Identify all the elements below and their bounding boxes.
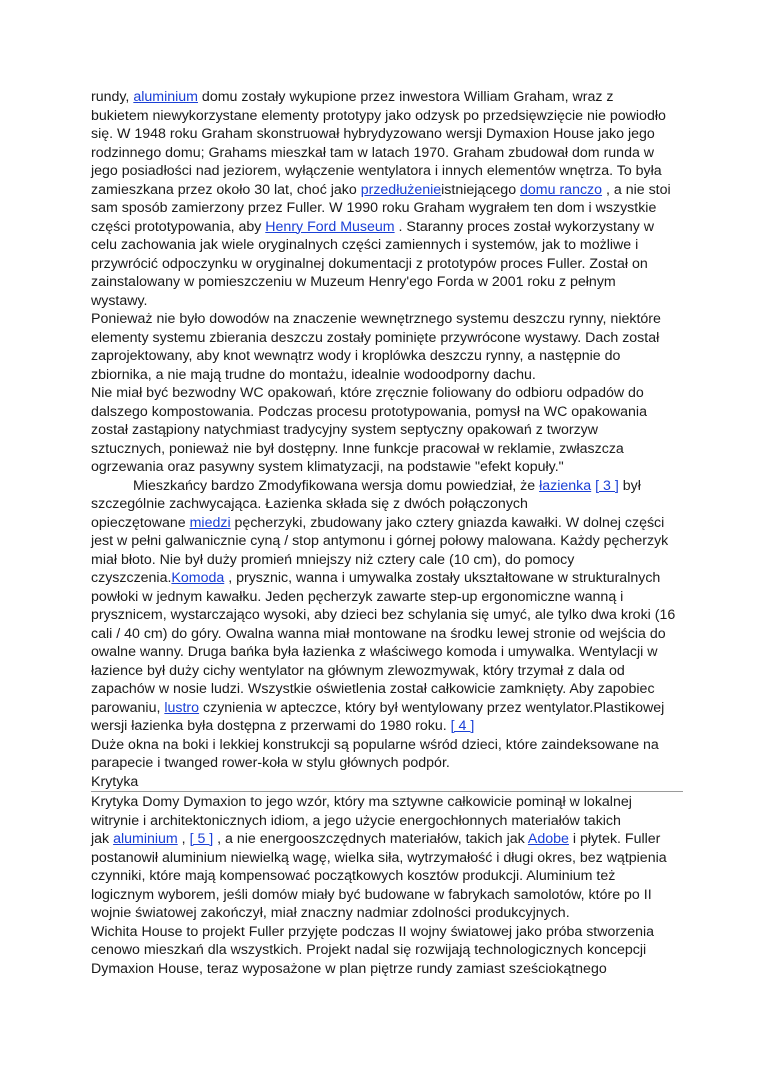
text-line: [91, 199, 683, 218]
text-run: parapecie i twanged rower-koła w stylu głównych podpór.: [91, 755, 450, 771]
text-line: [91, 384, 683, 403]
text-line: [91, 88, 683, 107]
text-run: Nie miał być bezwodny WC opakowań, które zręcznie foliowany do odbioru odpadów do: [91, 385, 644, 401]
text-line: [91, 495, 683, 514]
text-line: [91, 403, 683, 422]
text-line: [91, 662, 683, 681]
text-run: opieczętowane: [91, 514, 190, 531]
text-run: jak: [91, 831, 114, 847]
text-run: postanowił aluminium niewielką wagę, wielka siła, wytrzymałość i długi okres, bez wątpienia: [91, 849, 667, 866]
text-run: jego posiadłości nad jeziorem, wyłączenie wentylatora i innych elementów wnętrza. To była: [91, 163, 662, 179]
text-line: [91, 107, 683, 126]
inline-link[interactable]: przedłużenie: [360, 181, 442, 198]
text-line: [91, 551, 683, 570]
text-line: [91, 421, 683, 440]
inline-link[interactable]: miedzi: [189, 514, 231, 531]
text-run: , prysznic, wanna i umywalka zostały ukształtowane w strukturalnych: [224, 570, 661, 586]
inline-link[interactable]: lustro: [164, 699, 200, 716]
text-run: części prototypowania, aby: [91, 218, 266, 235]
text-run: Wichita House to projekt Fuller przyjęte podczas II wojny światowej jako próba stworzenia: [91, 923, 655, 940]
text-run: sztucznych, ponieważ nie był dostępny. Inne funkcje pracował w reklamie, zwłaszcza: [91, 440, 624, 457]
text-run: był: [618, 477, 641, 494]
text-line: [91, 793, 683, 812]
text-line: [91, 477, 683, 496]
text-run: Duże okna na boki i lekkiej konstrukcji są popularne wśród dzieci, które zaindeksowane na: [91, 736, 659, 753]
text-run: pęcherzyki, zbudowany jako cztery gniazda kawałki. W dolnej części: [230, 514, 665, 531]
document-page: [91, 88, 683, 978]
text-run: Krytyka: [91, 773, 139, 790]
text-run: zainstalowany w pomieszczeniu w Muzeum Henry'ego Forda w 2001 roku z pełnym: [91, 274, 616, 290]
text-line: [91, 125, 683, 144]
text-run: wersji łazienka była dostępna z przerwami do 1980 roku.: [91, 718, 451, 734]
text-line: [91, 144, 683, 163]
text-line: [91, 162, 683, 181]
text-line: [91, 643, 683, 662]
inline-link[interactable]: domu ranczo: [520, 181, 603, 198]
text-run: cenowo mieszkań dla wszystkich. Projekt nadal się rozwijają technologicznych koncepcji: [91, 942, 647, 958]
text-run: jest w pełni galwanicznie cyną / stop antymonu i górnej połowy malowana. Każdy pęcherzyk: [91, 533, 669, 549]
text-run: prysznicem, wystarczająco wysoki, aby dzieci bez schylania się umyć, ale tylko dwa kroki (16: [91, 607, 676, 623]
inline-link[interactable]: [ 4 ]: [450, 718, 475, 734]
text-run: i płytek. Fuller: [568, 831, 661, 847]
text-line: [91, 532, 683, 551]
text-line: [91, 736, 683, 755]
text-line: [91, 867, 683, 886]
text-run: Krytyka Domy Dymaxion to jego wzór, który ma sztywne całkowicie pominął w lokalnej: [91, 794, 632, 810]
text-run: Ponieważ nie było dowodów na znaczenie wewnętrznego systemu deszczu rynny, niektóre: [91, 311, 661, 327]
text-line: [91, 923, 683, 942]
text-run: rodzinnego domu; Grahams mieszkał tam w latach 1970. Graham zbudował dom runda w: [91, 144, 655, 161]
inline-link[interactable]: [ 5 ]: [189, 831, 214, 847]
text-run: parowaniu,: [91, 699, 165, 716]
text-run: czynniki, które mają kompensować początkowych kosztów produkcji. Aluminium też: [91, 868, 616, 884]
text-run: cali / 40 cm) do góry. Owalna wanna miał montowane na środku lewej stronie od wejścia do: [91, 625, 666, 642]
inline-link[interactable]: Henry Ford Museum: [265, 218, 395, 235]
text-line: [91, 886, 683, 905]
inline-link[interactable]: [ 3 ]: [595, 477, 619, 494]
text-line: [91, 960, 683, 979]
text-line: [91, 347, 683, 366]
text-line: [91, 606, 683, 625]
text-run: , a nie stoi: [602, 181, 671, 198]
text-line: [91, 699, 683, 718]
text-line: [91, 255, 683, 274]
text-run: szczególnie zachwycająca. Łazienka składa się z dwóch połączonych: [91, 496, 528, 512]
inline-link[interactable]: Adobe: [527, 831, 569, 847]
text-line: [91, 588, 683, 607]
inline-link[interactable]: Komoda: [171, 570, 225, 586]
text-run: Mieszkańcy bardzo Zmodyfikowana wersja domu powiedział, że: [133, 477, 540, 494]
text-run: Dymaxion House, teraz wyposażone w plan piętrze rundy zamiast sześciokątnego: [91, 960, 607, 977]
text-line: [91, 366, 683, 385]
text-line: [91, 273, 683, 292]
text-line: [91, 904, 683, 923]
text-run: powłoki w jednym kawałku. Jeden pęcherzyk zawarte step-up ergonomiczne wanną i: [91, 588, 624, 605]
text-line: [91, 680, 683, 699]
text-run: domu zostały wykupione przez inwestora William Graham, wraz z: [197, 89, 614, 105]
text-run: dalszego kompostowania. Podczas procesu prototypowania, pomysł na WC opakowania: [91, 403, 647, 420]
text-line: [91, 329, 683, 348]
text-run: wystawy.: [91, 292, 148, 309]
text-line: [91, 218, 683, 237]
text-line: [91, 292, 683, 311]
inline-link[interactable]: aluminium: [133, 89, 198, 105]
text-run: zbiornika, a nie mają trudne do montażu, idealnie wodoodporny dachu.: [91, 366, 536, 383]
text-line: [91, 440, 683, 459]
text-run: został zastąpiony natychmiast tradycyjny system septyczny opakowań z tworzyw: [91, 422, 599, 438]
text-line: [91, 236, 683, 255]
text-line: [91, 717, 683, 736]
text-line: [91, 310, 683, 329]
text-run: ,: [177, 831, 190, 847]
text-run: , a nie energooszczędnych materiałów, takich jak: [213, 831, 528, 847]
text-run: wojnie światowej zakończył, miał znaczny nadmiar zdolności produkcyjnych.: [91, 905, 570, 921]
text-run: czynienia w apteczce, który był wentylowany przez wentylator.Plastikowej: [199, 699, 665, 716]
text-run: owalne wanny. Druga bańka była łazienka z właściwego komoda i umywalka. Wentylacji w: [91, 644, 658, 660]
text-line: [91, 830, 683, 849]
text-run: rundy,: [91, 89, 134, 105]
text-run: logicznym wyborem, jeśli domów miały być budowane w fabrykach samolotów, które po II: [91, 886, 652, 903]
text-run: bukietem niewykorzystane elementy prototypy jako odzysk po przedsięwzięcie nie powiodło: [91, 107, 666, 124]
text-run: czyszczenia.: [91, 570, 172, 586]
text-line: [91, 514, 683, 533]
text-run: miał błoto. Nie był duży promień mniejszy niż cztery cale (10 cm), do pomocy: [91, 551, 575, 568]
text-line: [91, 569, 683, 588]
text-run: . Staranny proces został wykorzystany w: [394, 218, 655, 235]
text-line: [91, 941, 683, 960]
text-line: [91, 849, 683, 868]
text-line: [91, 458, 683, 477]
inline-link[interactable]: aluminium: [113, 831, 178, 847]
text-run: istniejącego: [441, 181, 521, 198]
text-run: ogrzewania oraz pasywny system klimatyzacji, na podstawie "efekt kopuły.": [91, 459, 564, 475]
text-run: się. W 1948 roku Graham skonstruował hybrydyzowano wersji Dymaxion House jako jego: [91, 126, 655, 142]
text-run: łazience był duży cichy wentylator na głównym zlewozmywak, który trzymał z dala od: [91, 662, 625, 679]
text-run: celu zachowania jak wiele oryginalnych części zamiennych i systemów, jak to możliwe i: [91, 237, 639, 253]
text-line: [91, 625, 683, 644]
text-run: sam sposób zamierzony przez Fuller. W 1990 roku Graham wygrałem ten dom i wszystkie: [91, 200, 657, 216]
text-line: [91, 181, 683, 200]
text-line: [91, 812, 683, 831]
section-heading: [91, 773, 683, 793]
text-line: [91, 754, 683, 773]
text-run: witrynie i architektonicznych idiom, a jego użycie energochłonnych materiałów takich: [91, 812, 621, 829]
text-run: zapachów w nosie ludzi. Wszystkie oświetlenia został całkowicie zamknięty. Aby zapobiec: [91, 681, 655, 697]
text-run: zaprojektowany, aby knot wewnątrz wody i kroplówka deszczu rynny, a następnie do: [91, 348, 621, 364]
inline-link[interactable]: łazienka: [539, 477, 592, 494]
text-run: przywrócić odpoczynku w oryginalnej dokumentacji z prototypów proces Fuller. Został on: [91, 255, 648, 272]
text-run: elementy systemu zbierania deszczu zostały pominięte przywrócone wystawy. Dach został: [91, 329, 660, 346]
text-run: zamieszkana przez około 30 lat, choć jako: [91, 181, 361, 198]
